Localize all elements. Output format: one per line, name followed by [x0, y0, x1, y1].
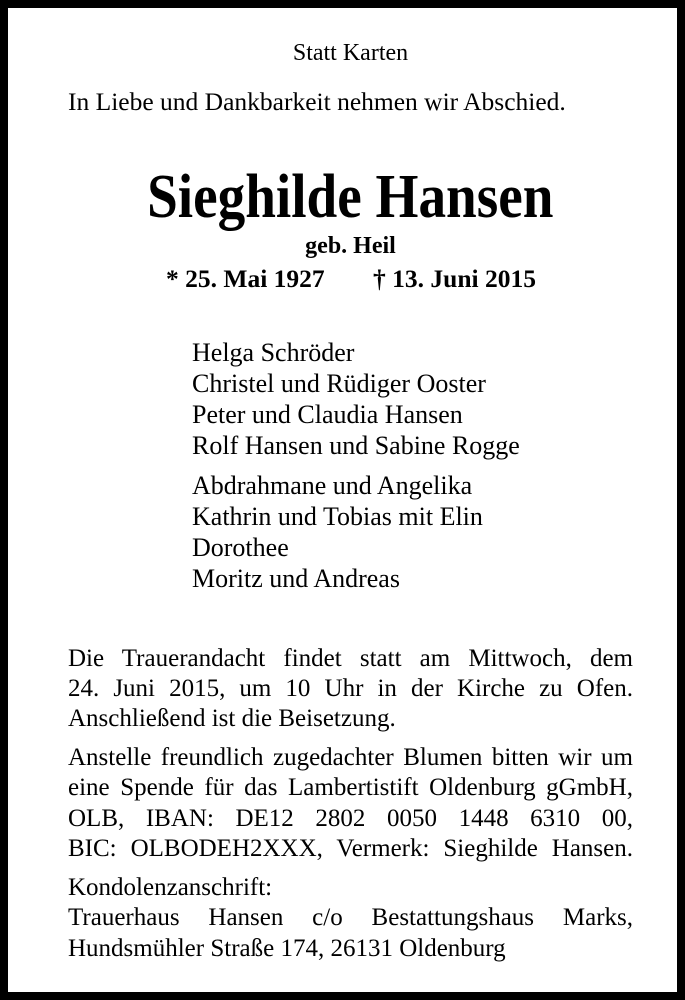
- service-line: Die Trauerandacht findet statt am Mittwoch, dem: [68, 645, 633, 672]
- mourner-line: Dorothee: [192, 533, 289, 562]
- mourner-line: Rolf Hansen und Sabine Rogge: [192, 431, 520, 460]
- mourner-line: Moritz und Andreas: [192, 564, 400, 593]
- mourner-line: Christel und Rüdiger Ooster: [192, 369, 486, 398]
- maiden-name: geb. Heil: [305, 233, 396, 259]
- service-line: 24. Juni 2015, um 10 Uhr in der Kirche zu Ofen.: [68, 675, 633, 702]
- donation-line: BIC: OLBODEH2XXX, Vermerk: Sieghilde Hansen.: [68, 835, 633, 862]
- deceased-name: Sieghilde Hansen: [147, 163, 554, 231]
- mourner-line: Abdrahmane und Angelika: [192, 471, 473, 500]
- mourner-line: Peter und Claudia Hansen: [192, 400, 463, 429]
- condolence-line: Hundsmühler Straße 174, 26131 Oldenburg: [68, 935, 506, 962]
- death-date: † 13. Juni 2015: [373, 264, 536, 293]
- intro-line: In Liebe und Dankbarkeit nehmen wir Abschied.: [68, 87, 566, 116]
- header-note: Statt Karten: [292, 40, 409, 66]
- mourner-line: Kathrin und Tobias mit Elin: [192, 502, 483, 531]
- donation-line: Anstelle freundlich zugedachter Blumen bitten wir um: [68, 744, 633, 771]
- service-line: Anschließend ist die Beisetzung.: [68, 705, 396, 732]
- donation-line: eine Spende für das Lambertistift Oldenburg gGmbH,: [68, 774, 633, 801]
- deceased-name-block: [8, 163, 685, 231]
- birth-date: * 25. Mai 1927: [166, 264, 325, 293]
- condolence-label: Kondolenzanschrift:: [68, 874, 273, 901]
- condolence-line: Trauerhaus Hansen c/o Bestattungshaus Marks,: [68, 904, 633, 931]
- donation-line: OLB, IBAN: DE12 2802 0050 1448 6310 00,: [68, 805, 633, 832]
- mourner-line: Helga Schröder: [192, 338, 355, 367]
